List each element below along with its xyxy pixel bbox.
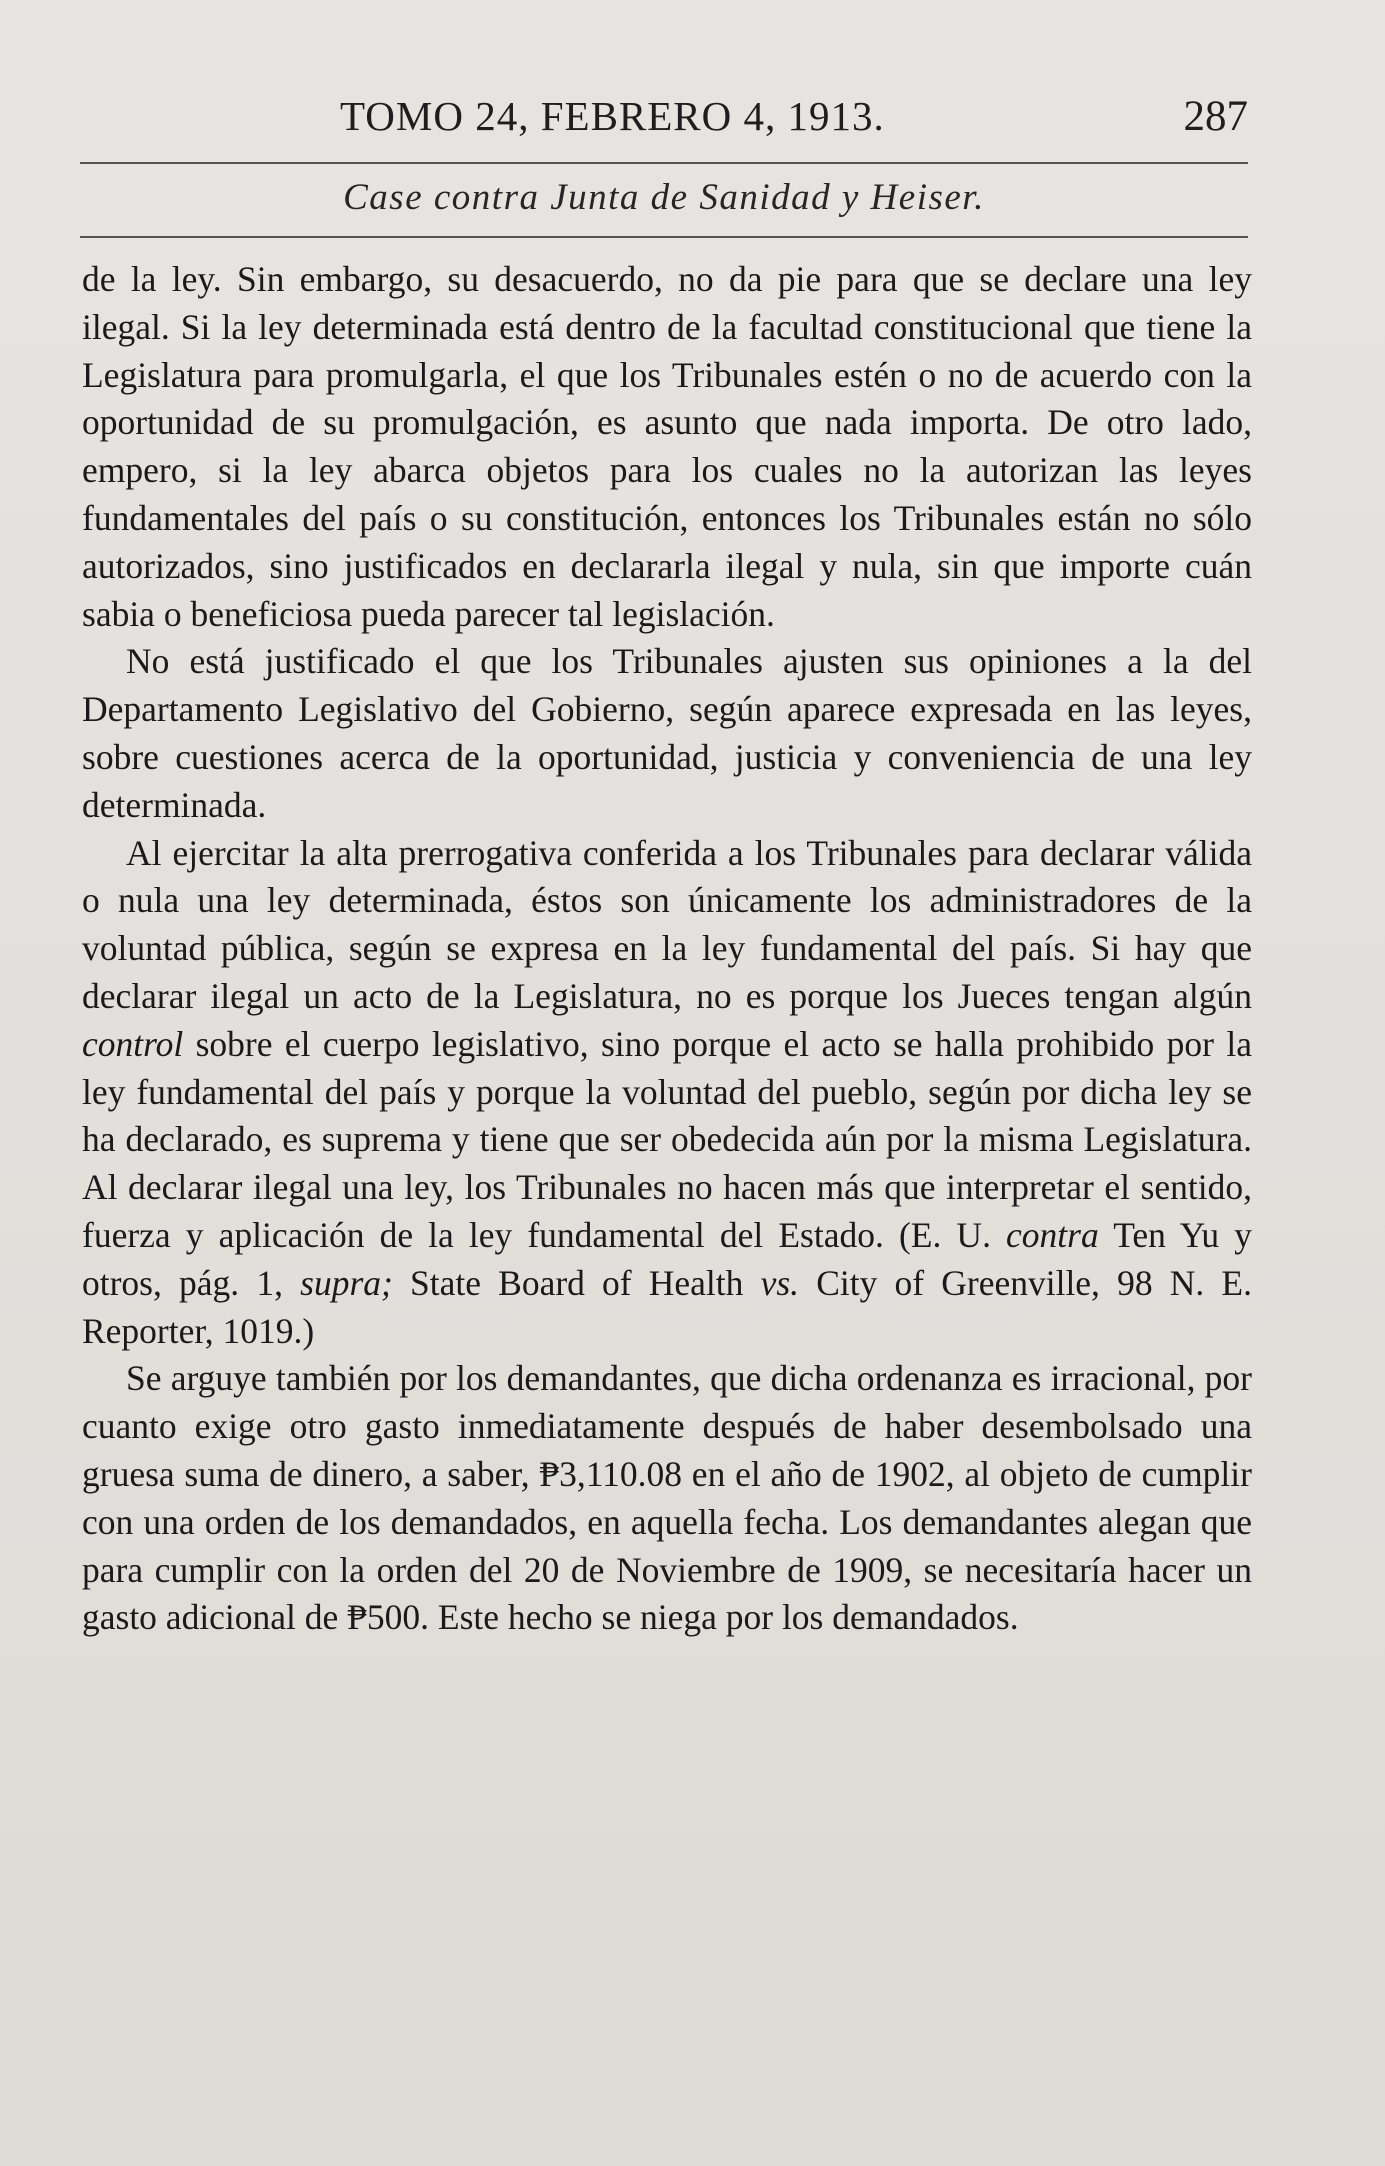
italic-supra: supra; bbox=[300, 1262, 393, 1303]
paragraph-2: No está justificado el que los Tribunales ajusten sus opiniones a la del Departamento Legislativo del Gobierno, según aparece expresada en las leyes, sobre cuestiones acerca de la oportunidad, justicia y conveniencia de una ley determinada. bbox=[82, 641, 1252, 825]
running-head: TOMO 24, FEBRERO 4, 1913. bbox=[340, 93, 885, 139]
paragraph-4: Se arguye también por los demandantes, que dicha ordenanza es irracional, por cuanto exige otro gasto inmediatamente después de haber desembolsado una gruesa suma de dinero, a saber, ₱3,110.08 en el año de 1902, al objeto de cumplir con una orden de los demandados, en aquella fecha. Los demandantes alegan que para cumplir con la orden del 20 de Noviembre de 1909, se necesitaría hacer un gasto adicional de ₱500. Este hecho se niega por los demandados. bbox=[82, 1358, 1252, 1638]
page-number: 287 bbox=[1183, 93, 1248, 140]
paragraph-1: de la ley. Sin embargo, su desacuerdo, no da pie para que se declare una ley ilegal. Si la ley determinada está dentro de la facultad constitucional que tiene la Legislatura para promulgarla, el que los Tribunales estén o no de acuerdo con la oportunidad de su promulgación, es asunto que nada importa. De otro lado, empero, si la ley abarca objetos para los cuales no la autorizan las leyes fundamentales del país o su constitución, entonces los Tribunales están no sólo autorizados, sino justificados en declararla ilegal y nula, sin que importe cuán sabia o beneficiosa pueda parecer tal legislación. bbox=[82, 259, 1252, 634]
header-rule-bottom bbox=[80, 236, 1248, 238]
paragraph-3-part-2: sobre el cuerpo legislativo, sino porque el acto se halla prohibido por la ley fundamental del país y porque la voluntad del pueblo, según por dicha ley se ha declarado, es suprema y tiene que ser obedecida aún por la misma Legislatura. Al declarar ilegal una ley, los Tribunales no hacen más que interpretar el sentido, fuerza y aplicación de la ley fundamental del Estado. (E. U. bbox=[82, 1023, 1252, 1255]
italic-control: control bbox=[82, 1023, 184, 1064]
italic-vs: vs. bbox=[760, 1262, 800, 1303]
paragraph-3-part-4: State Board of Health bbox=[392, 1262, 761, 1303]
paragraph-3-part-1: Al ejercitar la alta prerrogativa conferida a los Tribunales para declarar válida o nula una ley determinada, éstos son únicamente los administradores de la voluntad pública, según se expresa en la ley fundamental del país. Si hay que declarar ilegal un acto de la Legislatura, no es porque los Jueces tengan algún bbox=[82, 832, 1252, 1016]
paragraph-3 bbox=[82, 830, 1252, 1356]
case-title: Case contra Junta de Sanidad y Heiser. bbox=[343, 177, 985, 218]
paragraph-3-part-5: City of Greenville, 98 N. E. Reporter, 1019.) bbox=[82, 1262, 1252, 1351]
header-rule-top bbox=[80, 162, 1248, 164]
paragraph-3-part-3: Ten Yu y otros, pág. 1, bbox=[82, 1214, 1252, 1303]
italic-contra: contra bbox=[1006, 1214, 1099, 1255]
body-text bbox=[82, 256, 1252, 1642]
page-header bbox=[80, 92, 1248, 152]
